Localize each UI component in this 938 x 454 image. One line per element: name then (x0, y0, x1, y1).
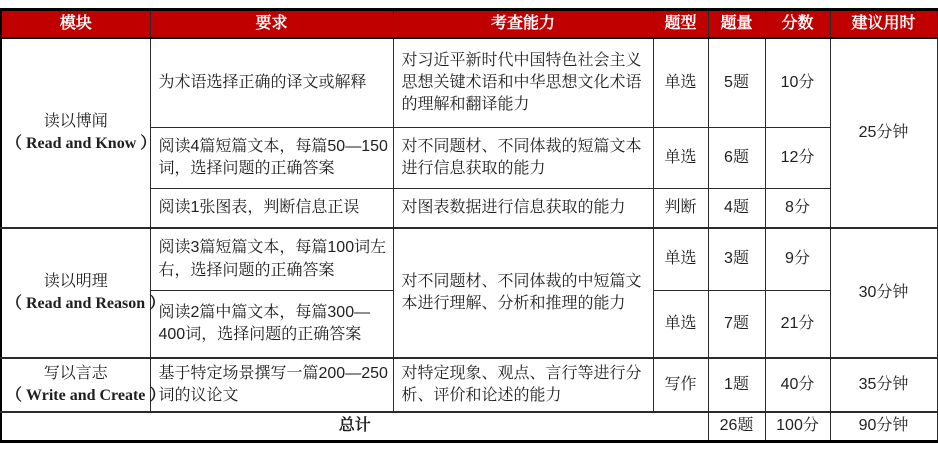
header-cell-score: 分数 (765, 10, 830, 39)
module-cell-read-and-reason (1, 228, 166, 358)
question-count-cell: 1题 (708, 358, 765, 412)
requirement-cell: 基于特定场景撰写一篇200—250词的议论文 (150, 358, 393, 412)
ability-cell: 对习近平新时代中国特色社会主义思想关键术语和中华思想文化术语的理解和翻译能力 (393, 38, 653, 127)
module-name-en: （ Read and Reason ） (6, 295, 166, 313)
question-type-cell: 单选 (653, 228, 708, 290)
table-row (1, 228, 937, 290)
question-count-cell: 4题 (708, 188, 765, 228)
header-cell-question-type: 题型 (653, 10, 708, 39)
question-count-cell: 3题 (708, 228, 765, 290)
requirement-cell: 阅读4篇短篇文本，每篇50—150词，选择问题的正确答案 (150, 127, 393, 188)
requirement-cell: 阅读1张图表，判断信息正误 (150, 188, 393, 228)
score-cell: 40分 (765, 358, 830, 412)
ability-cell: 对特定现象、观点、言行等进行分析、评价和论述的能力 (393, 358, 653, 412)
header-cell-requirement: 要求 (150, 10, 393, 39)
total-question-count-cell: 26题 (708, 412, 765, 441)
requirement-cell: 阅读3篇短篇文本，每篇100词左右，选择问题的正确答案 (150, 228, 393, 290)
question-count-cell: 6题 (708, 127, 765, 188)
header-cell-module: 模块 (1, 10, 150, 39)
total-time-cell: 90分钟 (830, 412, 937, 441)
total-score-cell: 100分 (765, 412, 830, 441)
module-name-en: （ Read and Know ） (6, 135, 157, 153)
question-type-cell: 单选 (653, 38, 708, 127)
module-cell-read-and-know (1, 38, 157, 228)
suggested-time-cell: 25分钟 (830, 38, 937, 228)
score-cell: 10分 (765, 38, 830, 127)
requirement-cell: 为术语选择正确的译文或解释 (150, 38, 393, 127)
question-type-cell: 写作 (653, 358, 708, 412)
score-cell: 9分 (765, 228, 830, 290)
requirement-cell: 阅读2篇中篇文本，每篇300—400词，选择问题的正确答案 (150, 290, 393, 358)
question-type-cell: 判断 (653, 188, 708, 228)
ability-cell: 对不同题材、不同体裁的短篇文本进行信息获取的能力 (393, 127, 653, 188)
score-cell: 8分 (765, 188, 830, 228)
question-count-cell: 5题 (708, 38, 765, 127)
question-type-cell: 单选 (653, 290, 708, 358)
module-name-zh: 写以言志 (43, 365, 108, 382)
exam-structure-table (0, 8, 938, 443)
module-cell-write-and-create (1, 358, 166, 412)
suggested-time-cell: 30分钟 (830, 228, 937, 358)
table-row (1, 38, 937, 127)
score-cell: 12分 (765, 127, 830, 188)
header-cell-ability: 考查能力 (393, 10, 653, 39)
total-row (1, 412, 937, 441)
table-header-row (1, 10, 937, 39)
suggested-time-cell: 35分钟 (830, 358, 937, 412)
question-count-cell: 7题 (708, 290, 765, 358)
table-row (1, 358, 937, 412)
module-name-en: （ Write and Create ） (6, 387, 166, 405)
header-cell-suggested-time: 建议用时 (830, 10, 937, 39)
module-name-zh: 读以博闻 (43, 113, 108, 130)
total-label-cell: 总计 (1, 412, 708, 441)
question-type-cell: 单选 (653, 127, 708, 188)
score-cell: 21分 (765, 290, 830, 358)
header-cell-question-count: 题量 (708, 10, 765, 39)
module-name-zh: 读以明理 (43, 273, 108, 290)
ability-cell: 对不同题材、不同体裁的中短篇文本进行理解、分析和推理的能力 (393, 228, 653, 358)
ability-cell: 对图表数据进行信息获取的能力 (393, 188, 653, 228)
